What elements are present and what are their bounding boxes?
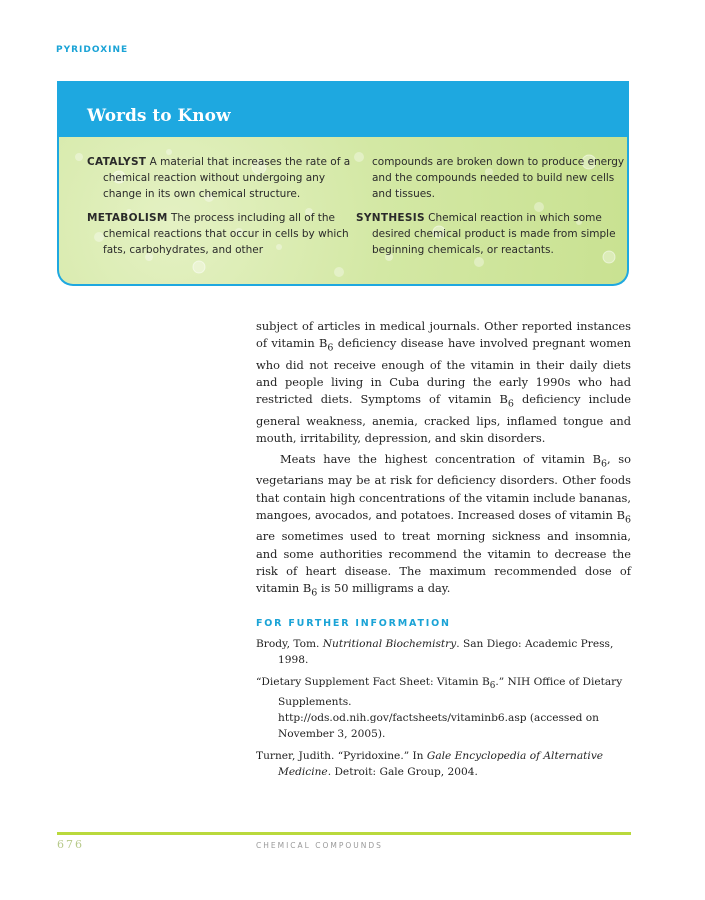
subscript: 6: [489, 681, 496, 692]
footer-rule: [57, 832, 631, 835]
body-paragraph: Meats have the highest concentration of vitamin $B_6$, so vegetarians may be at risk for deficiency disorders. Other foods that contain high concentrations of the vitamin include bananas, mangoes, avocados, and potatoes. Increased doses of vitamin $B_6$ are sometimes used to treat morning sickness and insomnia, and some authorities recommend the vitamin to decrease the risk of heart disease. The maximum recommended dose of vitamin $B_6$ is 50 milligrams a day.: [256, 451, 631, 599]
term-definition-continuation: compounds are broken down to produce energy and the compounds needed to build new cells and tissues.: [372, 156, 625, 200]
reference-item: Turner, Judith. “Pyridoxine.” In Gale Encyclopedia of Alternative Medicine. Detroit: Gale Group, 2004.: [256, 750, 604, 779]
term-word: METABOLISM: [87, 212, 168, 224]
term-definition: Chemical reaction in which some desired chemical product is made from simple beginning chemicals, or reactants.: [372, 212, 616, 256]
words-to-know-box: [57, 81, 629, 286]
reference-item: “Dietary Supplement Fact Sheet: Vitamin $B_6$.” NIH Office of Dietary Supplements. http://ods.od.nih.gov/factsheets/vitaminb6.asp (accessed on November 3, 2005).: [256, 674, 631, 742]
body-text: [256, 318, 631, 602]
page-number: 676: [57, 838, 84, 851]
subscript: 6: [507, 398, 514, 410]
subscript: 6: [600, 457, 607, 469]
term-word: CATALYST: [87, 156, 147, 168]
reference-list: [256, 636, 631, 786]
term-word: SYNTHESIS: [356, 212, 425, 224]
body-paragraph: subject of articles in medical journals. Other reported instances of vitamin $B_6$ deficiency disease have involved pregnant women who did not receive enough of the vitamin in their daily diets and people living in Cuba during the early 1990s who had restricted diets. Symptoms of vitamin $B_6$ deficiency include general weakness, anemia, cracked lips, inflamed tongue and mouth, irritability, depression, and skin disorders.: [256, 319, 632, 446]
words-to-know-title: Words to Know: [87, 106, 231, 126]
reference-item: Brody, Tom. Nutritional Biochemistry. San Diego: Academic Press, 1998.: [256, 638, 614, 666]
term-definition: The process including all of the chemical reactions that occur in cells by which fats, carbohydrates, and other: [103, 212, 349, 256]
term-synthesis: [356, 210, 629, 258]
term-catalyst: [87, 154, 358, 202]
subscript: 6: [327, 342, 334, 354]
subscript: 6: [624, 514, 631, 526]
term-metabolism-continuation: [356, 154, 627, 202]
term-metabolism: [87, 210, 358, 258]
term-definition: A material that increases the rate of a chemical reaction without undergoing any change in its own chemical structure.: [103, 156, 351, 200]
running-head: PYRIDOXINE: [56, 45, 129, 55]
subscript: 6: [311, 587, 318, 599]
reference-url[interactable]: http://ods.od.nih.gov/factsheets/vitaminb6.asp (accessed on November 3, 2005).: [278, 712, 599, 741]
footer-book-title: CHEMICAL COMPOUNDS: [256, 841, 383, 850]
further-information-heading: FOR FURTHER INFORMATION: [256, 618, 451, 629]
